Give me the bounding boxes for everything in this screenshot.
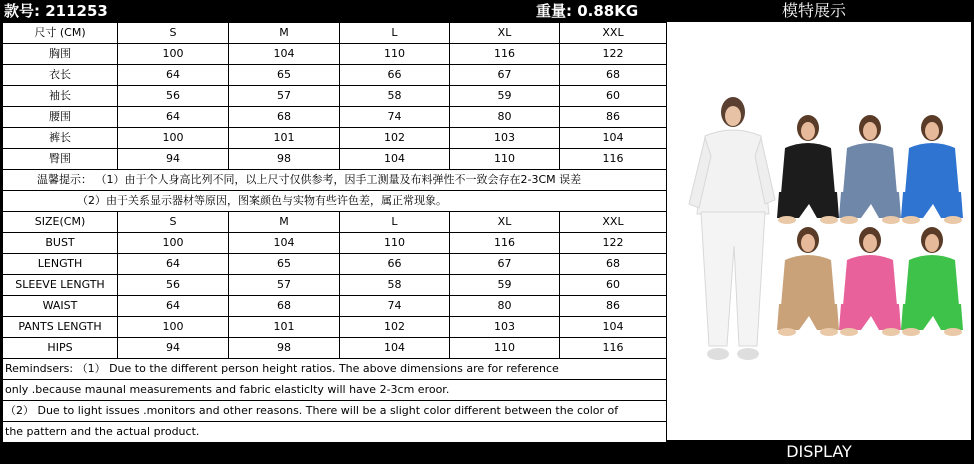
cn-size-value-cell: 68 xyxy=(560,65,667,86)
en-size-value-cell: 74 xyxy=(340,296,450,317)
en-size-value-cell: 103 xyxy=(450,317,560,338)
cn-size-value-cell: 102 xyxy=(340,128,450,149)
cn-size-header-cell: XXL xyxy=(560,23,667,44)
cn-size-value-cell: 94 xyxy=(118,149,229,170)
en-size-value-cell: 59 xyxy=(450,275,560,296)
cn-size-value-cell: 58 xyxy=(340,86,450,107)
en-size-row xyxy=(3,338,667,359)
cn-size-measure-label: 腰围 xyxy=(3,107,118,128)
en-size-value-cell: 104 xyxy=(229,233,340,254)
cn-size-row xyxy=(3,149,667,170)
en-size-value-cell: 57 xyxy=(229,275,340,296)
cn-size-measure-label: 臀围 xyxy=(3,149,118,170)
white-model-figure xyxy=(685,96,777,386)
cn-size-measure-label: 衣长 xyxy=(3,65,118,86)
cn-size-measure-label: 裤长 xyxy=(3,128,118,149)
en-size-value-cell: 56 xyxy=(118,275,229,296)
cn-size-value-cell: 56 xyxy=(118,86,229,107)
en-size-header-cell: M xyxy=(229,212,340,233)
cn-size-value-cell: 103 xyxy=(450,128,560,149)
en-size-value-cell: 122 xyxy=(560,233,667,254)
en-reminder-2-row xyxy=(3,380,667,401)
cn-size-row xyxy=(3,44,667,65)
en-size-value-cell: 110 xyxy=(340,233,450,254)
cn-size-value-cell: 104 xyxy=(340,149,450,170)
en-reminder-4: the pattern and the actual product. xyxy=(3,422,667,443)
cn-size-value-cell: 122 xyxy=(560,44,667,65)
style-number: 款号: 211253 xyxy=(4,2,108,20)
cn-size-row xyxy=(3,128,667,149)
khaki-model-figure xyxy=(775,226,841,338)
en-size-value-cell: 65 xyxy=(229,254,340,275)
cn-size-value-cell: 74 xyxy=(340,107,450,128)
cn-size-measure-label: 袖长 xyxy=(3,86,118,107)
cn-size-value-cell: 65 xyxy=(229,65,340,86)
cn-size-value-cell: 59 xyxy=(450,86,560,107)
cn-size-value-cell: 104 xyxy=(229,44,340,65)
display-label: DISPLAY xyxy=(786,442,852,461)
model-display-title: 模特展示 xyxy=(782,1,847,20)
cn-size-value-cell: 80 xyxy=(450,107,560,128)
en-size-value-cell: 86 xyxy=(560,296,667,317)
en-size-value-cell: 64 xyxy=(118,254,229,275)
en-size-header-cell: L xyxy=(340,212,450,233)
en-size-measure-label: SLEEVE LENGTH xyxy=(3,275,118,296)
en-size-value-cell: 60 xyxy=(560,275,667,296)
cn-size-value-cell: 57 xyxy=(229,86,340,107)
en-size-value-cell: 110 xyxy=(450,338,560,359)
en-size-header-cell: XL xyxy=(450,212,560,233)
en-size-row xyxy=(3,254,667,275)
cn-size-header-cell: S xyxy=(118,23,229,44)
en-size-value-cell: 104 xyxy=(340,338,450,359)
en-size-header-row xyxy=(3,212,667,233)
green-model-figure xyxy=(899,226,965,338)
cn-size-value-cell: 98 xyxy=(229,149,340,170)
en-size-row xyxy=(3,275,667,296)
en-size-value-cell: 66 xyxy=(340,254,450,275)
en-size-value-cell: 98 xyxy=(229,338,340,359)
cn-size-header-row xyxy=(3,23,667,44)
cn-size-value-cell: 110 xyxy=(340,44,450,65)
en-size-value-cell: 68 xyxy=(560,254,667,275)
en-size-header-cell: SIZE(CM) xyxy=(3,212,118,233)
en-size-header-cell: XXL xyxy=(560,212,667,233)
en-size-row xyxy=(3,233,667,254)
model-photo-panel xyxy=(667,22,971,440)
cn-size-value-cell: 86 xyxy=(560,107,667,128)
cn-size-value-cell: 100 xyxy=(118,44,229,65)
size-chart xyxy=(2,22,667,443)
en-size-measure-label: LENGTH xyxy=(3,254,118,275)
en-size-measure-label: PANTS LENGTH xyxy=(3,317,118,338)
cn-size-value-cell: 100 xyxy=(118,128,229,149)
en-size-value-cell: 68 xyxy=(229,296,340,317)
black-model-figure xyxy=(775,114,841,226)
weight-label: 重量: 0.88KG xyxy=(536,2,639,20)
cn-note-2: （2）由于关系显示器材等原因，图案颜色与实物有些许色差，属正常现象。 xyxy=(3,191,667,212)
en-reminder-1: Remindsers: （1） Due to the different person height ratios. The above dimensions are for reference xyxy=(3,359,667,380)
en-size-row xyxy=(3,296,667,317)
en-reminder-3-row xyxy=(3,401,667,422)
en-size-measure-label: HIPS xyxy=(3,338,118,359)
cn-size-row xyxy=(3,65,667,86)
cn-size-value-cell: 67 xyxy=(450,65,560,86)
en-size-value-cell: 80 xyxy=(450,296,560,317)
en-size-value-cell: 94 xyxy=(118,338,229,359)
cn-size-value-cell: 68 xyxy=(229,107,340,128)
cn-note-1-row xyxy=(3,170,667,191)
cn-size-value-cell: 66 xyxy=(340,65,450,86)
en-size-value-cell: 102 xyxy=(340,317,450,338)
cn-size-measure-label: 胸围 xyxy=(3,44,118,65)
cn-size-value-cell: 64 xyxy=(118,107,229,128)
royal-blue-model-figure xyxy=(899,114,965,226)
cn-size-header-cell: 尺寸 (CM) xyxy=(3,23,118,44)
en-reminder-3: （2） Due to light issues .monitors and other reasons. There will be a slight color different between the color of xyxy=(3,401,667,422)
cn-size-value-cell: 104 xyxy=(560,128,667,149)
cn-size-value-cell: 116 xyxy=(560,149,667,170)
cn-size-row xyxy=(3,107,667,128)
en-size-value-cell: 64 xyxy=(118,296,229,317)
cn-size-header-cell: M xyxy=(229,23,340,44)
cn-size-value-cell: 116 xyxy=(450,44,560,65)
en-size-row xyxy=(3,317,667,338)
slate-blue-model-figure xyxy=(837,114,903,226)
en-size-value-cell: 100 xyxy=(118,317,229,338)
cn-note-1: 温馨提示： （1）由于个人身高比列不同，以上尺寸仅供参考，因手工测量及布料弹性不一致会存在2-3CM 误差 xyxy=(3,170,667,191)
cn-size-row xyxy=(3,86,667,107)
cn-size-value-cell: 110 xyxy=(450,149,560,170)
en-size-value-cell: 104 xyxy=(560,317,667,338)
en-size-measure-label: WAIST xyxy=(3,296,118,317)
en-size-value-cell: 116 xyxy=(450,233,560,254)
en-size-measure-label: BUST xyxy=(3,233,118,254)
en-reminder-2: only .because maunal measurements and fabric elasticlty will have 2-3cm eroor. xyxy=(3,380,667,401)
cn-size-value-cell: 64 xyxy=(118,65,229,86)
en-size-header-cell: S xyxy=(118,212,229,233)
cn-size-value-cell: 101 xyxy=(229,128,340,149)
en-size-value-cell: 58 xyxy=(340,275,450,296)
en-size-value-cell: 101 xyxy=(229,317,340,338)
cn-size-value-cell: 60 xyxy=(560,86,667,107)
en-size-value-cell: 116 xyxy=(560,338,667,359)
cn-note-2-row xyxy=(3,191,667,212)
en-size-value-cell: 67 xyxy=(450,254,560,275)
pink-model-figure xyxy=(837,226,903,338)
en-reminder-1-row xyxy=(3,359,667,380)
en-reminder-4-row xyxy=(3,422,667,443)
en-size-value-cell: 100 xyxy=(118,233,229,254)
cn-size-header-cell: L xyxy=(340,23,450,44)
cn-size-header-cell: XL xyxy=(450,23,560,44)
